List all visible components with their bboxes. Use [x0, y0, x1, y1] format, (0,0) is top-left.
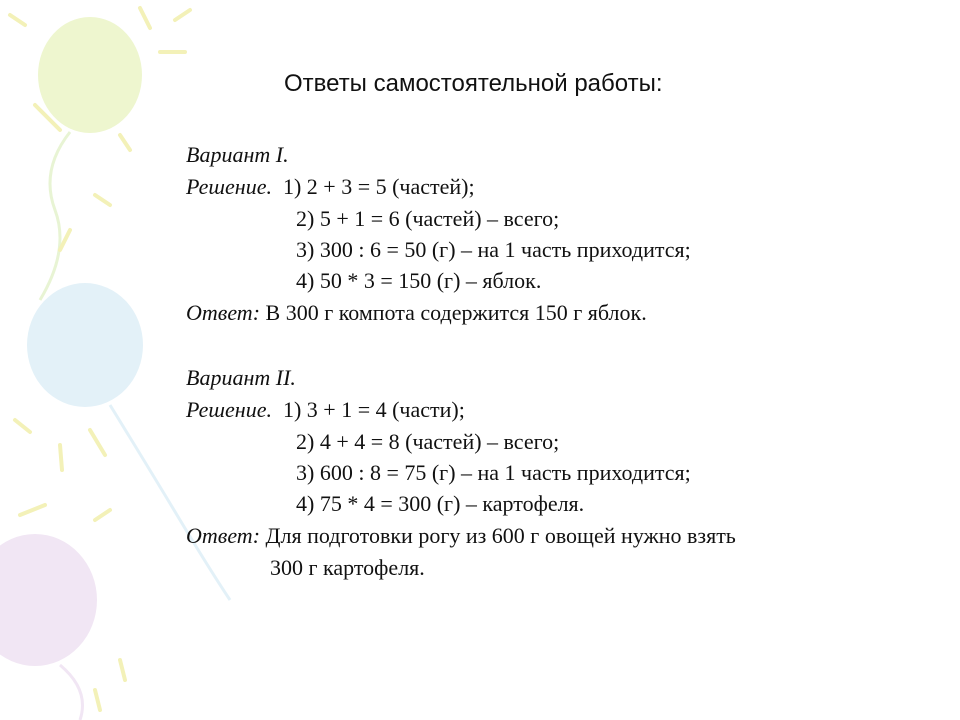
variant2-step-2: 2) 4 + 4 = 8 (частей) – всего;: [296, 429, 560, 454]
variant1-solution-line: [186, 174, 475, 200]
variant1-step-1: 1) 2 + 3 = 5 (частей);: [282, 174, 475, 199]
variant2-step-1: 1) 3 + 1 = 4 (части);: [282, 397, 465, 422]
variant2-answer-label: Ответ:: [186, 523, 261, 548]
variant1-solution-label: Решение.: [186, 174, 272, 199]
green-balloon: [38, 17, 142, 133]
variant1-answer-line: [186, 300, 647, 326]
variant1-step-4: 4) 50 * 3 = 150 (г) – яблок.: [296, 268, 542, 293]
variant2-step-3: 3) 600 : 8 = 75 (г) – на 1 часть приходится;: [296, 460, 691, 485]
variant2-solution-line: [186, 397, 465, 423]
green-balloon-ribbon: [40, 132, 70, 300]
variant1-step-3: 3) 300 : 6 = 50 (г) – на 1 часть приходится;: [296, 237, 691, 262]
variant2-answer-text: Для подготовки рогу из 600 г овощей нужно взять: [265, 523, 736, 548]
variant2-solution-label: Решение.: [186, 397, 272, 422]
variant1-heading: Вариант I.: [186, 142, 289, 167]
variant1-answer-text: В 300 г компота содержится 150 г яблок.: [265, 300, 647, 325]
variant2-step-4: 4) 75 * 4 = 300 (г) – картофеля.: [296, 491, 585, 516]
variant2-answer-continuation: 300 г картофеля.: [270, 555, 425, 580]
purple-balloon: [0, 534, 97, 666]
variant1-step-2: 2) 5 + 1 = 6 (частей) – всего;: [296, 206, 560, 231]
purple-balloon-ribbon: [60, 665, 83, 720]
variant2-answer-line: [186, 523, 736, 549]
variant1-answer-label: Ответ:: [186, 300, 261, 325]
page-title: Ответы самостоятельной работы:: [284, 70, 663, 97]
variant2-heading: Вариант II.: [186, 365, 296, 390]
blue-balloon-ribbon: [110, 405, 230, 600]
blue-balloon: [27, 283, 143, 407]
